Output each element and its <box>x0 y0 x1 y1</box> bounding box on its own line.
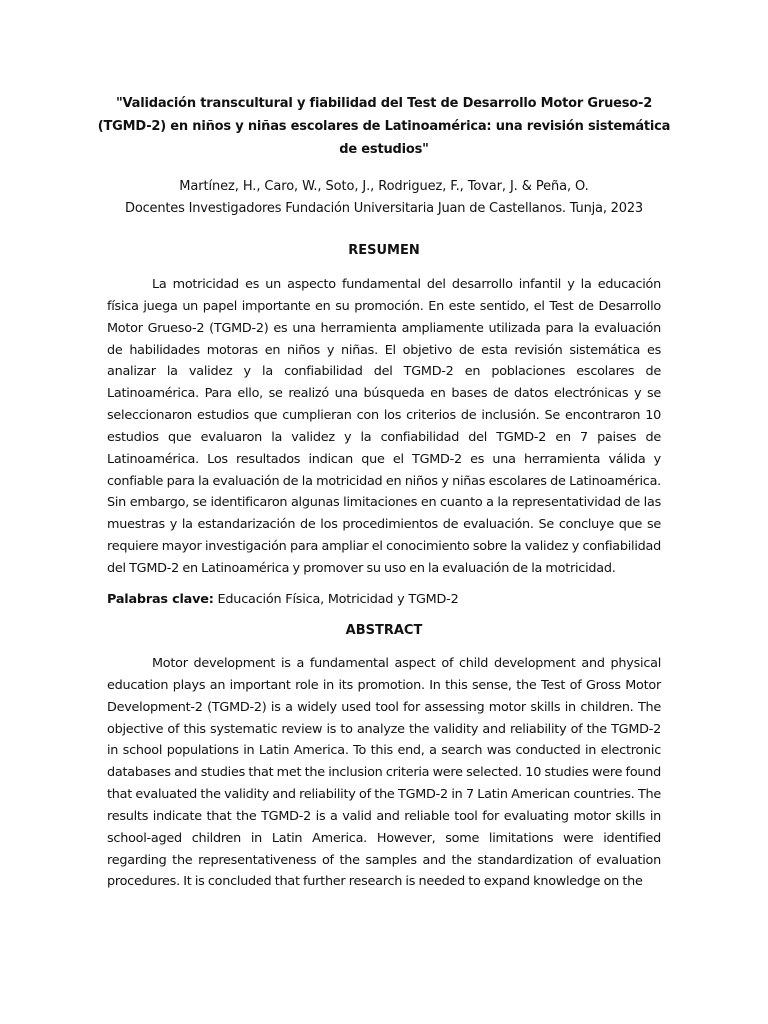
abstract-heading: ABSTRACT <box>345 623 423 638</box>
resumen-paragraph: La motricidad es un aspecto fundamental del desarrollo infantil y la educación física juega un papel importante en su promoción. En este sentido, el Test de Desarrollo Motor Grueso-2 (TGMD-2) es una herramienta ampliamente utilizada para la evaluación de habilidades motoras en niños y niñas. El objetivo de esta revisión sistemática es analizar la validez y la confiabilidad del TGMD-2 en poblaciones escolares de Latinoamérica. Para ello, se realizó una búsqueda en bases de datos electrónicas y se seleccionaron estudios que cumplieran con los criterios de inclusión. Se encontraron 10 estudios que evaluaron la validez y la confiabilidad del TGMD-2 en 7 paises de Latinoamérica. Los resultados indican que el TGMD-2 es una herramienta válida y confiable para la evaluación de la motricidad en niños y niñas escolares de Latinoamérica. Sin embargo, se identificaron algunas limitaciones en cuanto a la representatividad de las muestras y la estandarización de los procedimientos de evaluación. Se concluye que se requiere mayor investigación para ampliar el conocimiento sobre la validez y confiabilidad del TGMD-2 en Latinoamérica y promover su uso en la evaluación de la motricidad. <box>107 277 661 576</box>
keywords-label: Palabras clave: <box>107 592 214 607</box>
author-list: Martínez, H., Caro, W., Soto, J., Rodriguez, F., Tovar, J. & Peña, O. <box>179 179 589 194</box>
paper-title: "Validación transcultural y fiabilidad del Test de Desarrollo Motor Grueso-2 (TGMD-2) en niños y niñas escolares de Latinoamérica: una revisión sistemática de estudios" <box>97 96 671 157</box>
resumen-heading: RESUMEN <box>348 243 420 258</box>
keywords-value: Educación Física, Motricidad y TGMD-2 <box>213 592 459 607</box>
abstract-paragraph: Motor development is a fundamental aspect of child development and physical education plays an important role in its promotion. In this sense, the Test of Gross Motor Development-2 (TGMD-2) is a widely used tool for assessing motor skills in children. The objective of this systematic review is to analyze the validity and reliability of the TGMD-2 in school populations in Latin America. To this end, a search was conducted in electronic databases and studies that met the inclusion criteria were selected. 10 studies were found that evaluated the validity and reliability of the TGMD-2 in 7 Latin American countries. The results indicate that the TGMD-2 is a valid and reliable tool for evaluating motor skills in school-aged children in Latin America. However, some limitations were identified regarding the representativeness of the samples and the standardization of evaluation procedures. It is concluded that further research is needed to expand knowledge on the <box>107 656 661 890</box>
author-affiliation: Docentes Investigadores Fundación Universitaria Juan de Castellanos. Tunja, 2023 <box>125 201 643 216</box>
keywords-line <box>107 589 661 611</box>
